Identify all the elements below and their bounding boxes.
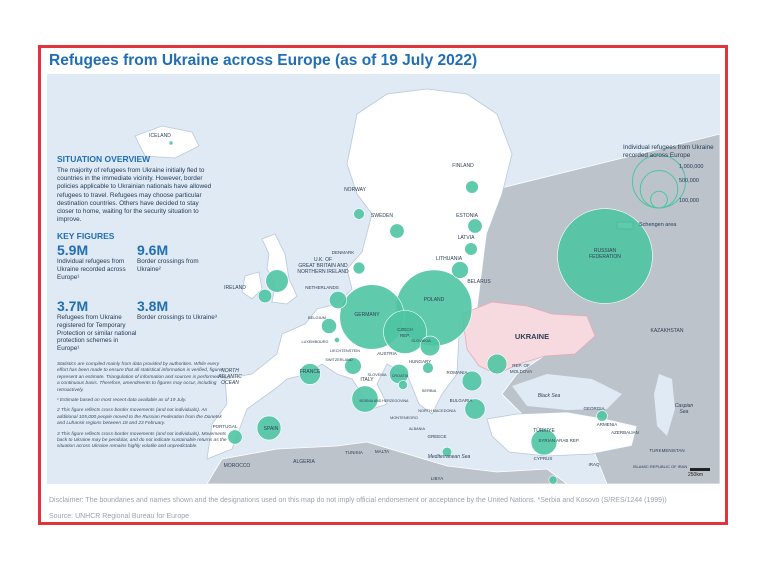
bubble-iceland [169, 141, 173, 145]
key-figure-refugees [57, 243, 137, 281]
label-algeria: ALGERIA [293, 459, 315, 465]
label-switzerland: SWITZERLAND [325, 358, 353, 362]
disclaimer: Disclaimer: The boundaries and names shown and the designations used on this map do not imply official endorsement or acceptance by the United Nations. *Serbia and Kosovo (S/RES/1244 (1999)) [49, 497, 667, 504]
label-finland: FINLAND [452, 163, 474, 169]
label-latvia: LATVIA [457, 235, 475, 241]
bubble-finland [466, 181, 479, 194]
label-black-sea: Black Sea [537, 393, 561, 399]
label-ocean: OCEAN [221, 380, 239, 386]
label-italy: ITALY [360, 377, 374, 383]
label-croatia: CROATIA [391, 374, 409, 378]
bubble-luxembourg [334, 337, 339, 342]
label-turkmenistan: TURKMENISTAN [649, 448, 685, 453]
label-bosnia-and-herzegovina: BOSNIA AND HERZEGOVINA [359, 399, 409, 403]
page-title: Refugees from Ukraine across Europe (as of 19 July 2022) [49, 52, 478, 69]
label-montenegro: MONTENEGRO [390, 416, 418, 420]
label-iceland: ICELAND [149, 133, 171, 139]
label-netherlands: NETHERLANDS [305, 285, 339, 290]
bubble-u-k-of-great-britain-and-northern-ireland [266, 270, 289, 293]
map-frame [38, 45, 728, 525]
label-morocco: MOROCCO [223, 463, 251, 469]
key-figure-value: 9.6M [137, 242, 169, 259]
label-rep-of: REP. OF [512, 363, 530, 368]
label-tunisia: TUNISIA [345, 450, 363, 455]
label-luxembourg: LUXEMBOURG [301, 340, 329, 344]
label-caspian: Caspian [674, 403, 694, 409]
key-figure-label: Border crossings to Ukraine³ [137, 314, 217, 322]
label-belgium: BELGIUM [307, 315, 327, 320]
bubble-croatia [398, 380, 407, 389]
key-figure-border-crossings-from [137, 243, 217, 273]
label-kazakhstan: KAZAKHSTAN [650, 328, 684, 334]
label-northern-ireland: NORTHERN IRELAND [297, 269, 349, 275]
note: ¹ Estimate based on most recent data available as of 19 July. [57, 398, 187, 404]
key-figure-label: Individual refugees from Ukraine recorded across Europe¹ [57, 258, 126, 281]
label-great-britain-and: GREAT BRITAIN AND [298, 263, 348, 269]
label-north-macedonia: NORTH MACEDONIA [418, 409, 456, 413]
bubble-netherlands [329, 291, 346, 308]
schengen-legend-label: Schengen area [639, 222, 677, 228]
key-figure-value: 3.7M [57, 298, 89, 315]
note: 3 This figure reflects cross-border movements (and not individuals). Movements back to Ukraine may be pendular, and do not indicate sustainable returns as the situation across Ukraine remains highly volatile and unpredictable. [57, 431, 227, 450]
label-slovakia: SLOVAKIA [411, 338, 431, 343]
label-lithuania: LITHUANIA [435, 256, 463, 262]
key-figure-temporary-protection [57, 299, 137, 352]
scale-bar [690, 468, 710, 471]
label-u-k-of: U.K. OF [313, 257, 333, 263]
label-ukraine: UKRAINE [514, 332, 550, 341]
europe-map [47, 74, 720, 484]
label-albania: ALBANIA [408, 427, 426, 431]
label-russian: RUSSIAN [593, 248, 617, 254]
bubble-cyprus [549, 476, 557, 484]
label-sweden: SWEDEN [371, 213, 393, 219]
legend [623, 144, 720, 228]
bubble-lithuania [452, 262, 469, 279]
label-france: FRANCE [299, 369, 321, 375]
note: Statistics are compiled mainly from data provided by authorities. While every effort has been made to ensure that all statistical information is verified, figures represent an estimate. Triangulation of information and sources is performed on a continuous basis. Therefore, amendments to figures may occur, including retroactively. [57, 362, 226, 393]
info-panel [57, 154, 217, 373]
label-denmark: DENMARK [331, 250, 355, 255]
label-bulgaria: BULGARIA [449, 398, 473, 403]
key-figure-value: 5.9M [57, 242, 89, 259]
bubble-sweden [390, 224, 404, 238]
key-figure-border-crossings-to [137, 299, 217, 322]
label-atlantic: ATLANTIC [218, 374, 242, 380]
label-hungary: HUNGARY [408, 359, 432, 364]
bubble-norway [354, 209, 365, 220]
overview-heading: SITUATION OVERVIEW [57, 154, 151, 164]
key-figures-heading: KEY FIGURES [57, 231, 115, 242]
bubble-estonia [468, 219, 482, 233]
legend-size-small: 100,000 [679, 198, 699, 204]
label-cyprus: CYPRUS [533, 456, 553, 461]
bubble-denmark [353, 262, 365, 274]
scale-label: 250km [688, 472, 704, 478]
label-slovenia: SLOVENIA [367, 373, 387, 377]
bubble-belgium [321, 318, 336, 333]
bubble-latvia [465, 243, 478, 256]
label-greece: GREECE [427, 434, 447, 439]
source: Source: UNHCR Regional Bureau for Europe [49, 513, 190, 520]
label-islamic-republic-of-iran: ISLAMIC REPUBLIC OF IRAN [632, 464, 688, 469]
notes [57, 362, 227, 455]
note: 2 This figure reflects cross-border movements (and not individuals). An additional 105,000 people moved to the Russian Federation from the Donetsk and Luhansk regions between 18 and 23 February. [57, 408, 222, 427]
label-t-rkiye: TÜRKIYE [533, 428, 555, 434]
label-romania: ROMANIA [446, 370, 468, 375]
label-poland: POLAND [423, 297, 445, 303]
key-figure-label: Border crossings from Ukraine² [137, 258, 199, 274]
label-mediterranean-sea: Mediterranean Sea [427, 454, 471, 460]
key-figure-value: 3.8M [137, 298, 169, 315]
label-serbia: SERBIA [421, 388, 437, 393]
label-syrian-arab-rep-: SYRIAN ARAB REP. [538, 438, 580, 443]
legend-size-large: 1,000,000 [679, 164, 704, 170]
label-germany: GERMANY [354, 312, 380, 318]
label-sea: Sea [679, 409, 689, 415]
label-portugal: PORTUGAL [212, 424, 238, 429]
label-liechtenstein: LIECHTENSTEIN [330, 349, 360, 353]
label-belarus: BELARUS [467, 279, 491, 285]
label-austria: AUSTRIA [377, 351, 397, 356]
bubble-rep-of-moldova [487, 354, 507, 374]
label-ireland: IRELAND [224, 285, 246, 291]
label-moldova: MOLDOVA [509, 369, 533, 374]
key-figures-grid [57, 243, 217, 373]
label-malta: MALTA [374, 449, 390, 454]
label-azerbaijan: AZERBAIJAN [611, 430, 639, 435]
key-figure-label: Refugees from Ukraine registered for Temporary Protection or similar national protection schemes in Europe¹ [57, 314, 137, 352]
bubble-portugal [228, 430, 242, 444]
legend-size-medium: 500,000 [679, 178, 699, 184]
label-federation: FEDERATION [589, 254, 621, 260]
legend-title: Individual refugees from Ukraine recorded across Europe [623, 144, 714, 159]
bubble-hungary [423, 363, 434, 374]
label-georgia: GEORGIA [583, 406, 605, 411]
label-north: NORTH [221, 368, 239, 374]
label-estonia: ESTONIA [456, 213, 478, 219]
label-libya: LIBYA [430, 476, 444, 481]
label-iraq: IRAQ [588, 462, 600, 467]
bubble-ireland [258, 289, 272, 303]
label-norway: NORWAY [344, 187, 366, 193]
label-rep-: REP. [400, 333, 410, 338]
label-czech: CZECH [397, 327, 413, 332]
overview-body: The majority of refugees from Ukraine initially fled to countries in the immediate vicinity. However, border policies applicable to Ukrainian nationals have allowed refugees to travel. Refugees may choose particular destination countries. Others have decided to stay closer to home, waiting for the security situation to improve. [57, 167, 212, 224]
label-spain: SPAIN [263, 426, 279, 432]
bubble-georgia [597, 411, 608, 422]
label-armenia: ARMENIA [596, 422, 618, 427]
